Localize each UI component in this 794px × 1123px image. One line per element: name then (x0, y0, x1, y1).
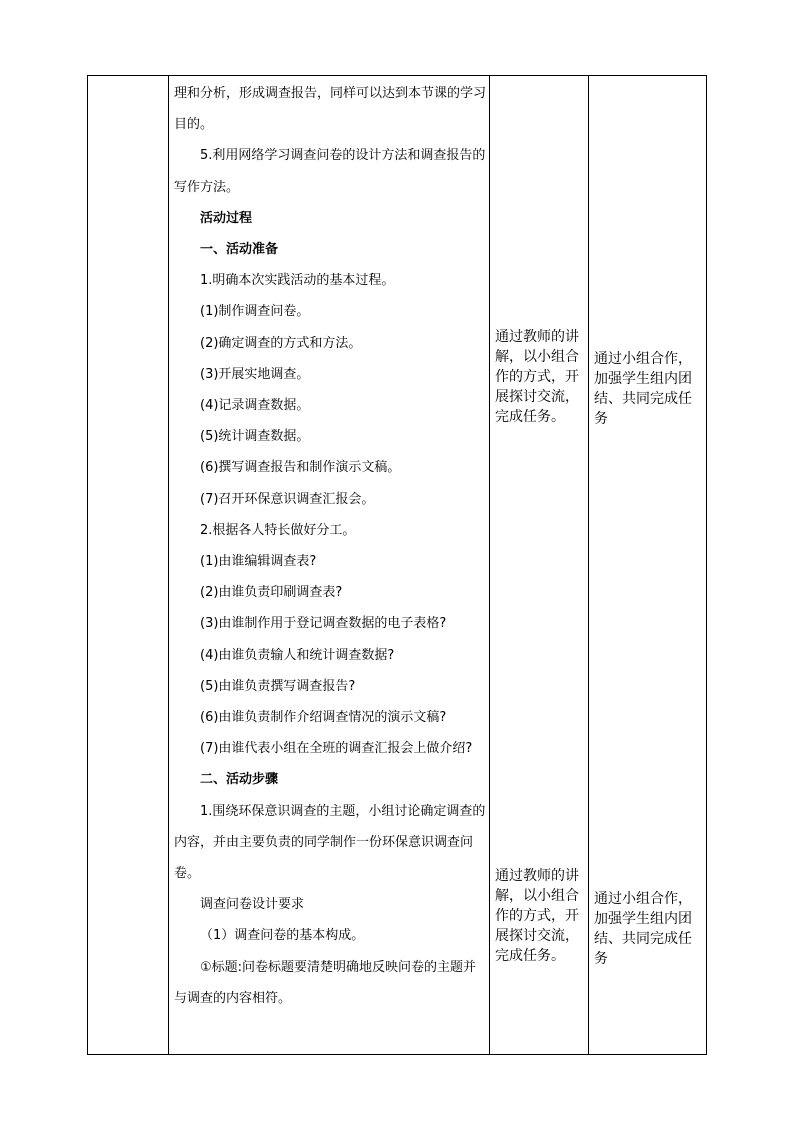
paragraph: 2.根据各人特长做好分工。 (200, 522, 356, 538)
list-item: (7)由谁代表小组在全班的调查汇报会上做介绍? (200, 741, 473, 757)
teacher-note: 通过教师的讲解，以小组合作的方式，开展探讨交流，完成任务。 (495, 329, 579, 425)
list-item: (2)确定调查的方式和方法。 (200, 335, 362, 351)
activity-text (174, 78, 486, 1014)
section-heading: 一、活动准备 (200, 242, 279, 258)
intent-note: 通过小组合作，加强学生组内团结、共同完成任务 (594, 351, 692, 427)
paragraph: 1.围绕环保意识调查的主题，小组讨论确定调查的内容，并由主要负责的同学制作一份环保意识调查问卷。 (174, 803, 486, 882)
list-item: (6)由谁负责制作介绍调查情况的演示文稿? (200, 710, 447, 726)
list-item: (5)统计调查数据。 (200, 429, 310, 445)
list-item: (3)开展实地调查。 (200, 366, 310, 382)
table-column-intent (588, 76, 707, 1054)
list-item: (6)撰写调查报告和制作演示文稿。 (200, 460, 401, 476)
list-item: (2)由谁负责印刷调查表? (200, 585, 343, 601)
teacher-note: 通过教师的讲解，以小组合作的方式，开展探讨交流，完成任务。 (495, 868, 579, 964)
list-item: (7)召开环保意识调查汇报会。 (200, 491, 375, 507)
paragraph: 1.明确本次实践活动的基本过程。 (200, 273, 395, 289)
list-item: (1)制作调查问卷。 (200, 304, 310, 320)
list-item: (4)由谁负责输人和统计调查数据? (200, 647, 395, 663)
paragraph: 5.利用网络学习调查问卷的设计方法和调查报告的写作方法。 (174, 148, 486, 195)
table-column-teacher (489, 76, 589, 1054)
list-item: (1)由谁编辑调查表? (200, 554, 317, 570)
list-item: （1）调查问卷的基本构成。 (200, 928, 365, 944)
lesson-plan-table (87, 75, 707, 1055)
section-heading: 二、活动步骤 (200, 772, 279, 788)
subheading: 调查问卷设计要求 (200, 897, 305, 913)
table-column-label (88, 76, 169, 1054)
table-column-activity (168, 76, 490, 1054)
section-heading: 活动过程 (200, 210, 253, 226)
intent-note: 通过小组合作，加强学生组内团结、共同完成任务 (594, 891, 692, 967)
paragraph: ①标题:问卷标题要清楚明确地反映问卷的主题并与调查的内容相符。 (174, 959, 477, 1006)
list-item: (5)由谁负责撰写调查报告? (200, 678, 356, 694)
list-item: (4)记录调查数据。 (200, 398, 310, 414)
paragraph: 理和分析，形成调查报告，同样可以达到本节课的学习目的。 (174, 86, 487, 133)
list-item: (3)由谁制作用于登记调查数据的电子表格? (200, 616, 447, 632)
